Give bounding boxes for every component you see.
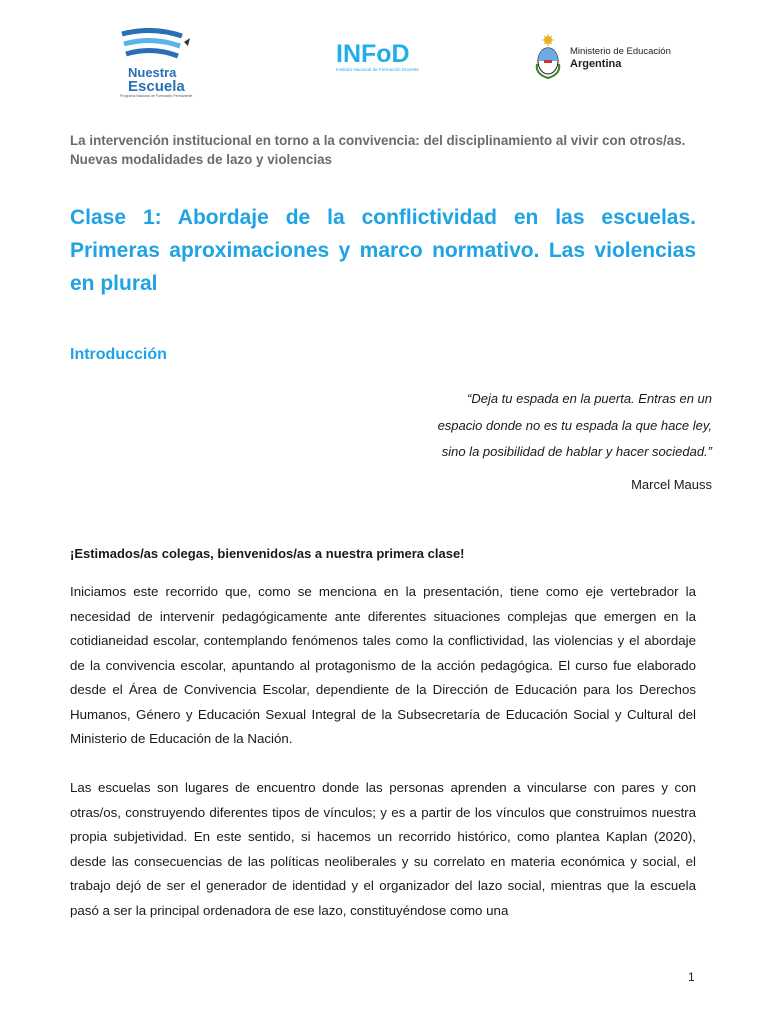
nuestra-escuela-subtitle: Programa Nacional de Formación Permanente (120, 94, 193, 98)
paragraph: Iniciamos este recorrido que, como se menciona en la presentación, tiene como eje vertebrador la necesidad de intervenir pedagógicamente ante diferentes situaciones complejas que emergen en la cotidianeidad escolar, contemplando fenómenos tales como la conflictividad, las violencias y el abordaje de la convivencia escolar, apuntando al protagonismo de la acción pedagógica. El curso fue elaborado desde el Área de Convivencia Escolar, dependiente de la Dirección de Educación para los Derechos Humanos, Género y Educación Sexual Integral de la Subsecretaría de Educación Social y Cultural del Ministerio de Educación de la Nación. (70, 584, 696, 746)
nuestra-escuela-word1: Nuestra (128, 65, 177, 80)
nuestra-escuela-logo (118, 28, 196, 100)
argentina-coat-of-arms-icon (533, 34, 563, 80)
page-number: 1 (688, 970, 695, 984)
greeting: ¡Estimados/as colegas, bienvenidos/as a nuestra primera clase! (70, 546, 465, 561)
quote-author: Marcel Mauss (631, 477, 712, 492)
epigraph-quote (372, 386, 712, 466)
infod-subtitle: Instituto Nacional de Formación Docente (336, 67, 419, 72)
paragraph: Las escuelas son lugares de encuentro donde las personas aprenden a vincularse con pares y con otras/os, construyendo diferentes tipos de vínculos; y es a partir de los vínculos que construimos nuestra propia subjetividad. En este sentido, si hacemos un recorrido histórico, como plantea Kaplan (2020), desde las consecuencias de las políticas neoliberales y su correlato en materia económica y social, el trabajo dejó de ser el generador de identidad y el organizador del lazo social, mientras que la escuela pasó a ser la principal ordenadora de ese lazo, constituyéndose como una (70, 780, 696, 918)
nuestra-escuela-word2: Escuela (128, 78, 185, 95)
infod-title: INFoD (336, 40, 410, 68)
quote-line: espacio donde no es tu espada la que hace ley, (437, 417, 712, 433)
section-heading: Introducción (70, 346, 167, 363)
quote-line: sino la posibilidad de hablar y hacer sociedad.” (441, 444, 712, 459)
course-header-text: La intervención institucional en torno a la convivencia: del disciplinamiento al vivir con otros/as. Nuevas modalidades de lazo y violencias (70, 133, 686, 167)
ministerio-line1: Ministerio de Educación (570, 46, 671, 57)
nuestra-escuela-emblem-icon (118, 28, 196, 68)
quote-line: “Deja tu espada en la puerta. Entras en un (467, 391, 712, 406)
ministerio-line2: Argentina (570, 58, 622, 70)
infod-logo (336, 40, 436, 72)
class-title: Clase 1: Abordaje de la conflictividad en las escuelas. Primeras aproximaciones y marco normativo. Las violencias en plural (70, 206, 696, 295)
ministerio-logo (533, 34, 683, 80)
